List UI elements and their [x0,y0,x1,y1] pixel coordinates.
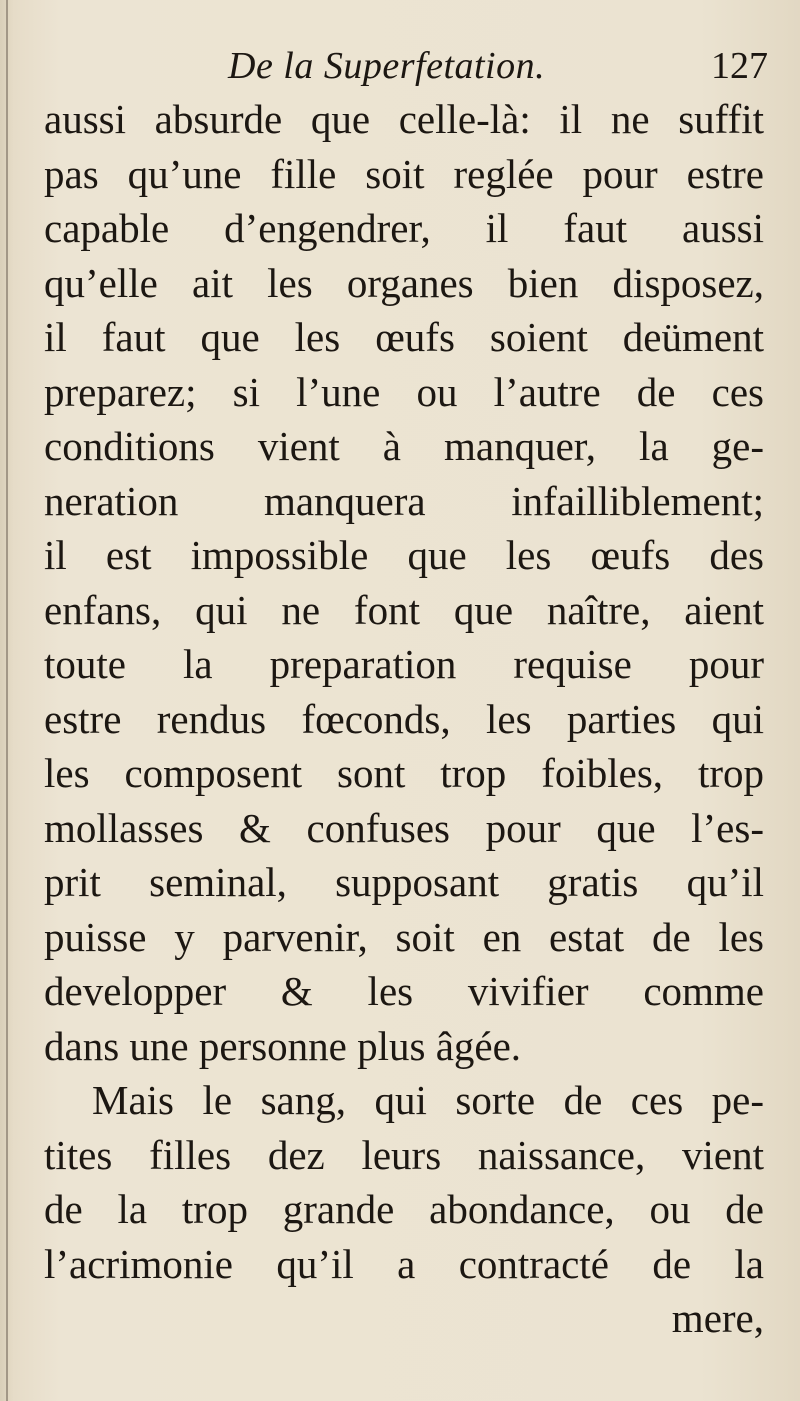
text-line: il est impossible que les œufs des [44,532,764,578]
text-line: mollasses & confuses pour que l’es- [44,804,764,851]
page-number: 127 [711,45,768,87]
text-line: conditions vient à manquer, la ge- [44,423,764,469]
catchword: mere, [671,1295,764,1341]
paragraph-end-line: dans une personne plus âgée. [44,1022,522,1069]
text-line: enfans, qui ne font que naître, aient [44,586,764,633]
text-line: capable d’engendrer, il faut aussi [44,205,764,251]
text-line: developper & les vivifier comme [44,968,764,1014]
body-text [44,92,764,1346]
text-line: prit seminal, supposant gratis qu’il [44,859,764,905]
text-line: pas qu’une fille soit reglée pour estre [44,150,764,197]
text-line: puisse y parvenir, soit en estat de les [44,913,764,960]
text-line: neration manquera infailliblement; [44,477,764,524]
text-line: estre rendus fœconds, les parties qui [44,695,764,742]
text-line: qu’elle ait les organes bien disposez, [44,259,764,306]
running-head: De la Superfetation. [228,45,546,87]
text-line: tites filles dez leurs naissance, vient [44,1131,764,1178]
text-line: il faut que les œufs soient deüment [44,314,764,360]
gutter-edge [6,0,8,1401]
page-header [48,44,768,94]
text-line: toute la preparation requise pour [44,641,764,687]
text-line: aussi absurde que celle-là: il ne suffit [44,96,764,142]
text-line: les composent sont trop foibles, trop [44,750,764,796]
text-line: de la trop grande abondance, ou de [44,1186,764,1232]
text-line: l’acrimonie qu’il a contracté de la [44,1240,764,1287]
paragraph-start-line: Mais le sang, qui sorte de ces pe- [92,1077,764,1123]
text-line: preparez; si l’une ou l’autre de ces [44,368,764,415]
